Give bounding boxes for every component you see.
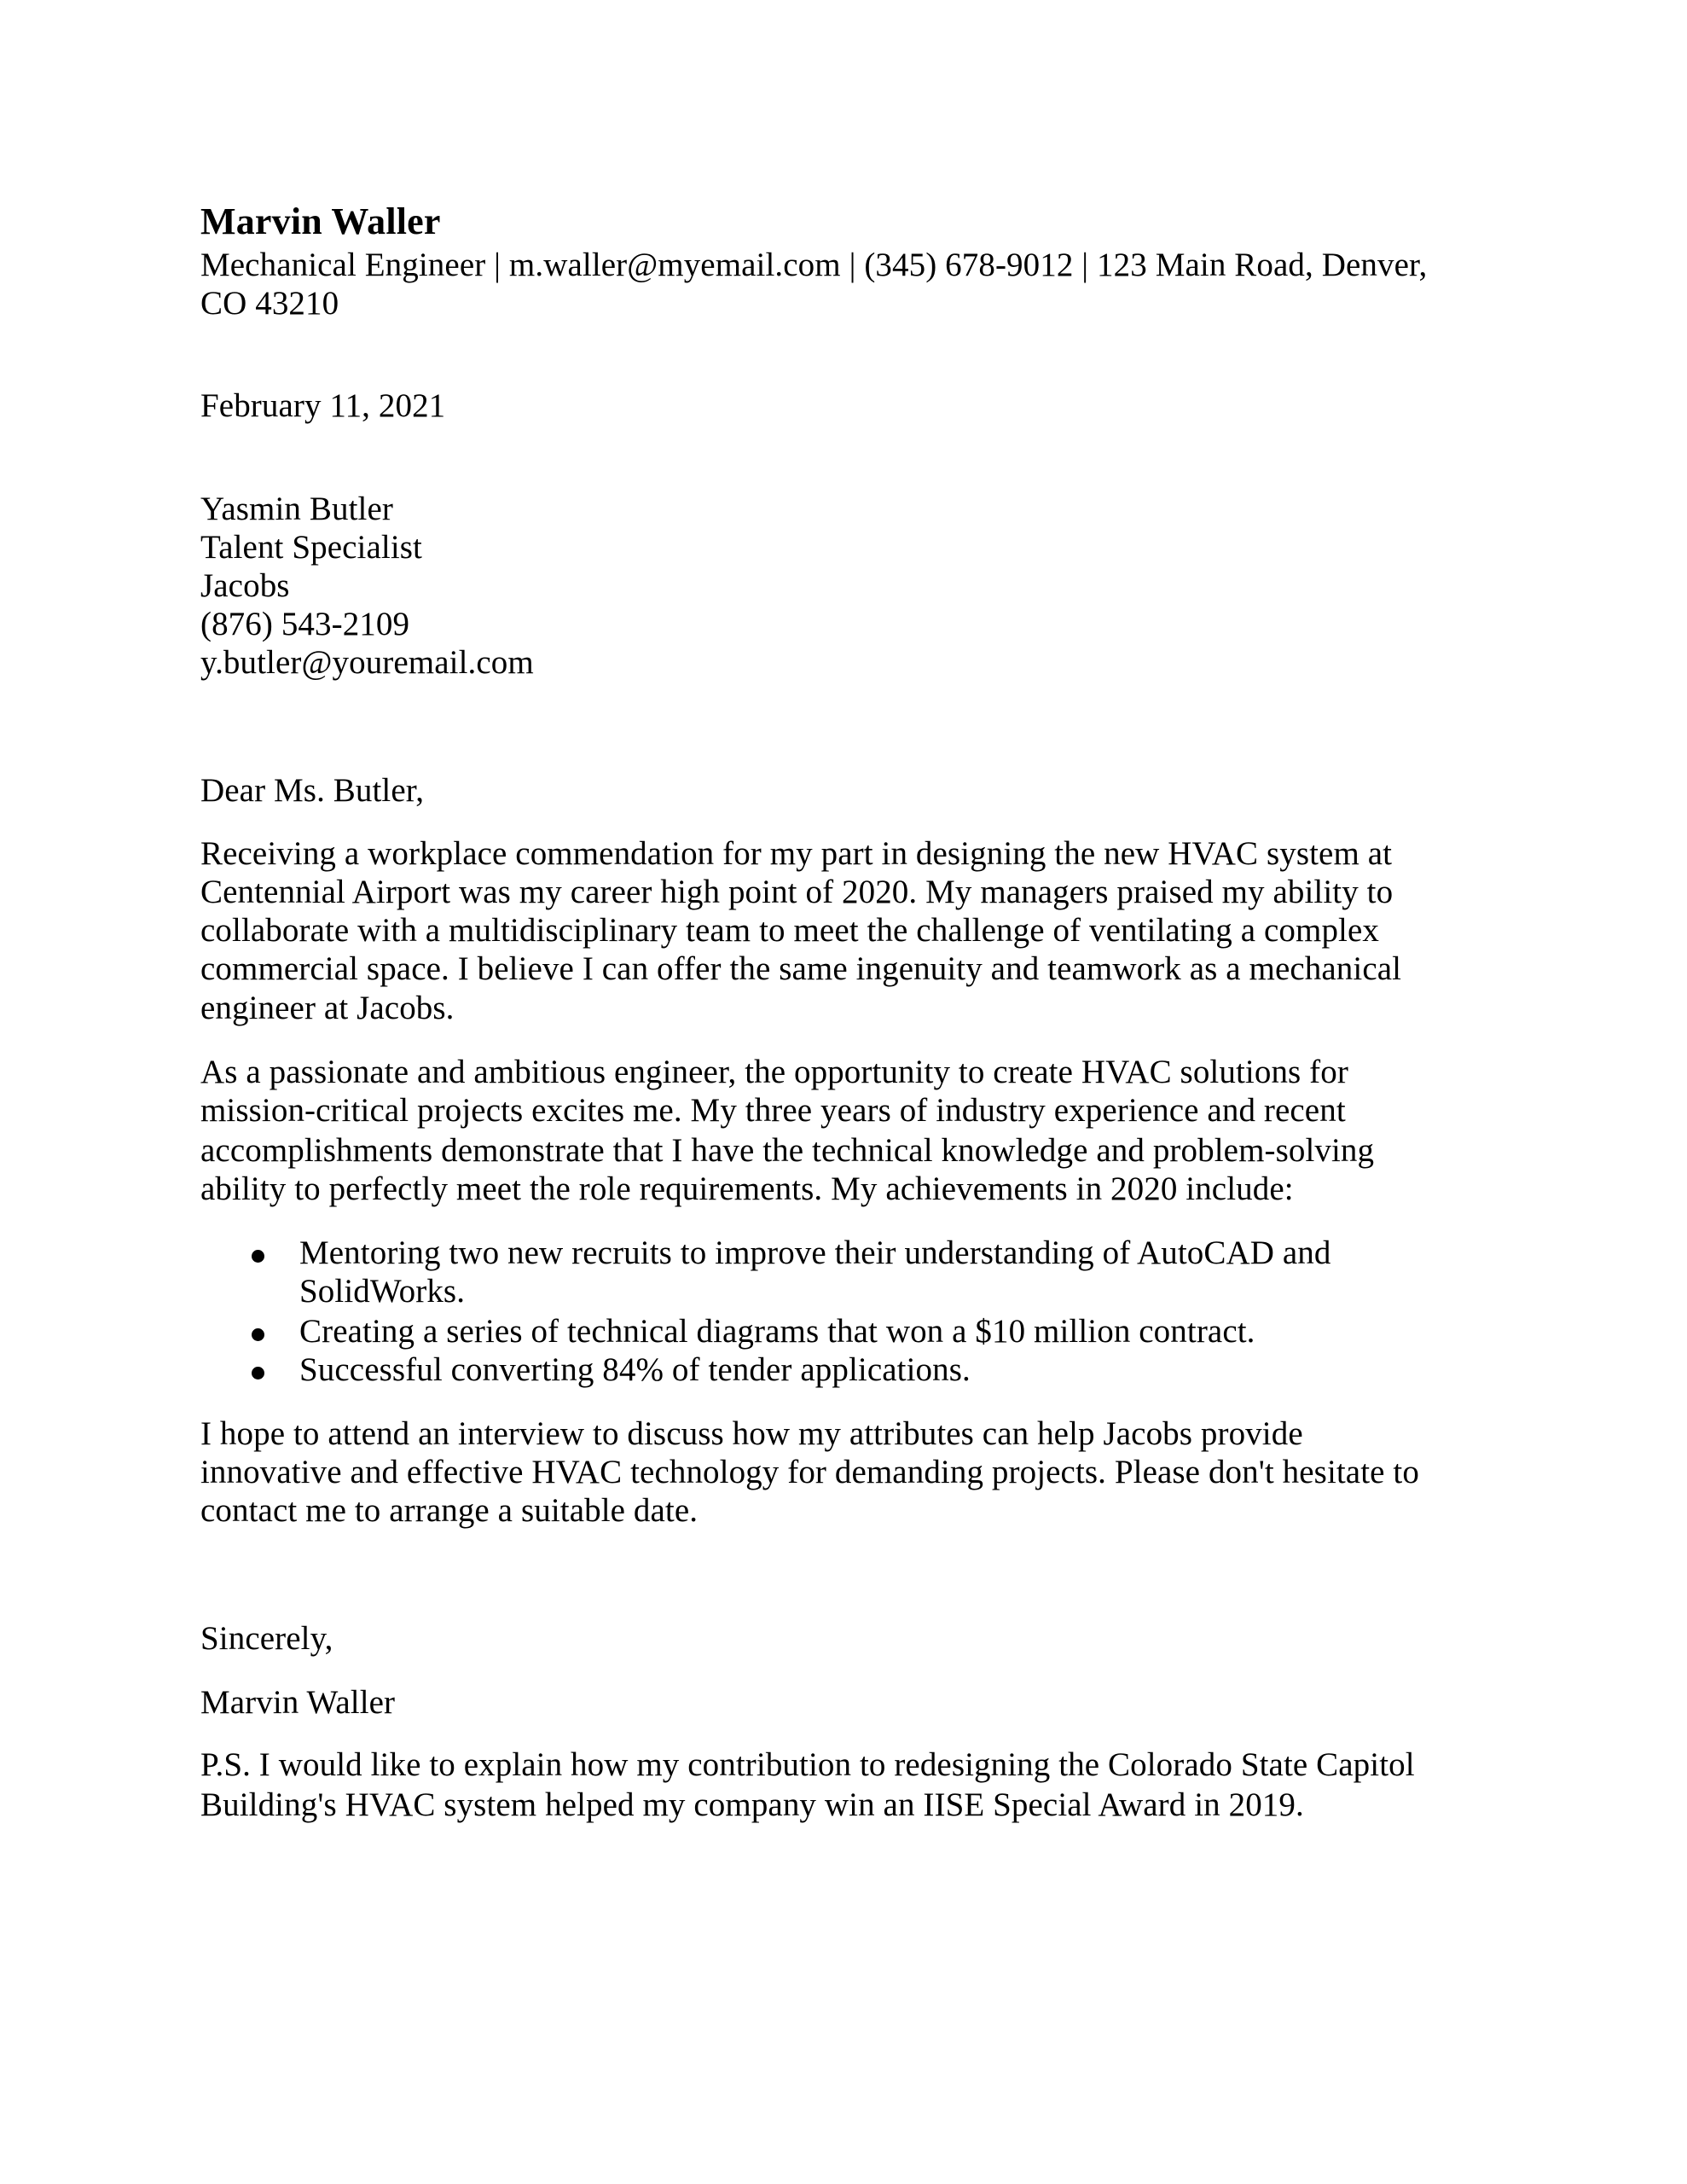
recipient-company: Jacobs <box>200 567 290 604</box>
sender-name: Marvin Waller <box>200 200 441 242</box>
paragraph-line: engineer at Jacobs. <box>200 990 455 1026</box>
bullet-icon <box>252 1367 264 1380</box>
recipient-name: Yasmin Butler <box>200 491 393 527</box>
letter-date: February 11, 2021 <box>200 387 446 424</box>
bullet-icon <box>252 1250 264 1263</box>
paragraph-line: innovative and effective HVAC technology for demanding projects. Please don't hesitate to <box>200 1454 1419 1490</box>
paragraph-line: As a passionate and ambitious engineer, the opportunity to create HVAC solutions for <box>200 1054 1348 1090</box>
paragraph-line: accomplishments demonstrate that I have the technical knowledge and problem-solving <box>200 1132 1375 1169</box>
list-item-text: Successful converting 84% of tender applications. <box>299 1351 971 1388</box>
paragraph-line: Receiving a workplace commendation for my part in designing the new HVAC system at <box>200 835 1393 872</box>
paragraph-line: mission-critical projects excites me. My three years of industry experience and recent <box>200 1092 1346 1129</box>
sender-contact-line: CO 43210 <box>200 285 339 322</box>
paragraph-line: Centennial Airport was my career high point of 2020. My managers praised my ability to <box>200 874 1394 910</box>
recipient-phone: (876) 543-2109 <box>200 606 410 642</box>
bullet-icon <box>252 1328 264 1341</box>
list-item-text: SolidWorks. <box>299 1273 466 1310</box>
recipient-email: y.butler@youremail.com <box>200 644 534 681</box>
signature-name: Marvin Waller <box>200 1684 396 1721</box>
paragraph-line: collaborate with a multidisciplinary team to meet the challenge of ventilating a complex <box>200 912 1380 949</box>
salutation: Dear Ms. Butler, <box>200 772 425 809</box>
paragraph-line: contact me to arrange a suitable date. <box>200 1492 699 1529</box>
sign-off: Sincerely, <box>200 1620 333 1657</box>
postscript-line: Building's HVAC system helped my company win an IISE Special Award in 2019. <box>200 1786 1304 1823</box>
postscript-line: P.S. I would like to explain how my contribution to redesigning the Colorado State Capitol <box>200 1746 1415 1783</box>
recipient-title: Talent Specialist <box>200 529 422 566</box>
paragraph-line: ability to perfectly meet the role requirements. My achievements in 2020 include: <box>200 1170 1294 1207</box>
list-item-text: Creating a series of technical diagrams that won a $10 million contract. <box>299 1313 1255 1350</box>
paragraph-line: I hope to attend an interview to discuss how my attributes can help Jacobs provide <box>200 1415 1303 1452</box>
paragraph-line: commercial space. I believe I can offer the same ingenuity and teamwork as a mechanical <box>200 950 1402 987</box>
sender-contact-line: Mechanical Engineer | m.waller@myemail.com | (345) 678-9012 | 123 Main Road, Denver, <box>200 247 1428 283</box>
list-item-text: Mentoring two new recruits to improve their understanding of AutoCAD and <box>299 1234 1331 1271</box>
